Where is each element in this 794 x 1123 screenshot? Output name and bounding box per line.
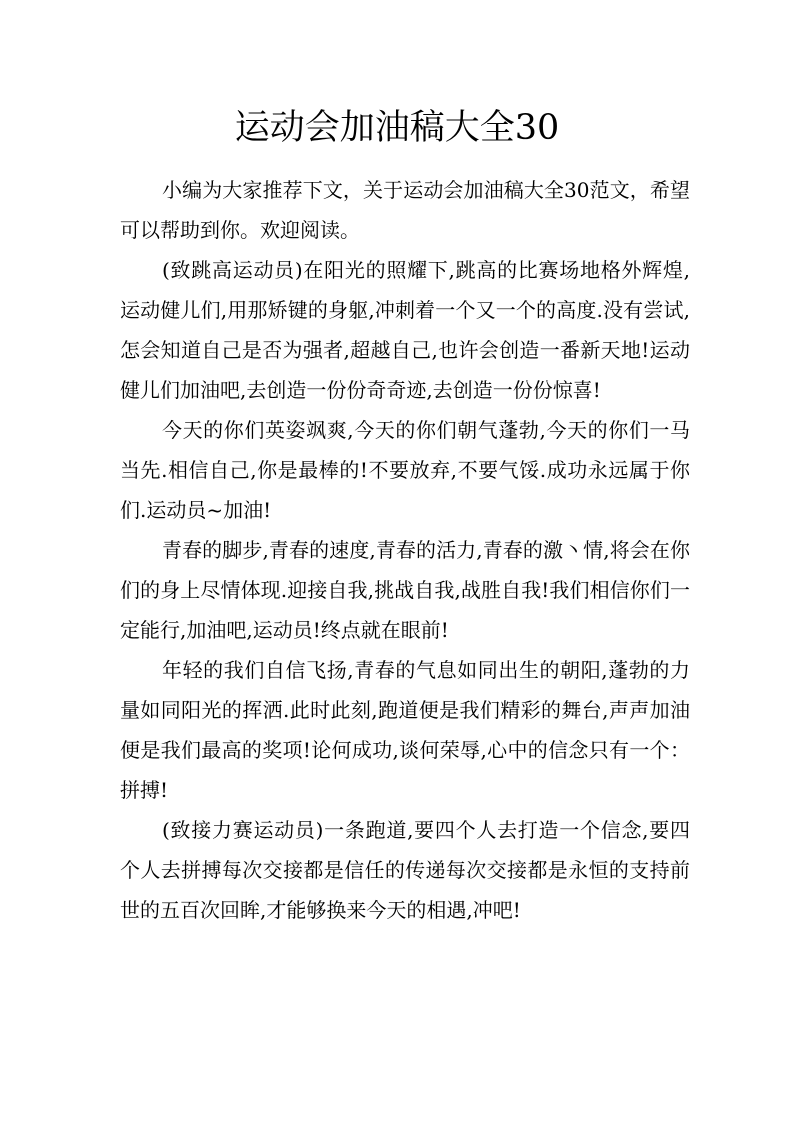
paragraph-confidence: 年轻的我们自信飞扬,青春的气息如同出生的朝阳,蓬勃的力量如同阳光的挥洒.此时此刻,跑道便是我们精彩的舞台,声声加油便是我们最高的奖项!论何成功,谈何荣辱,心中的信念只有一个：拼搏! — [120, 658, 690, 802]
document-title: 运动会加油稿大全30 — [234, 108, 560, 148]
document-body — [120, 170, 690, 930]
paragraph-high-jump: (致跳高运动员)在阳光的照耀下,跳高的比赛场地格外辉煌,运动健儿们,用那矫键的身躯,冲刺着一个又一个的高度.没有尝试,怎会知道自己是否为强者,超越自己,也许会创造一番新天地!运动健儿们加油吧,去创造一份份奇奇迹,去创造一份份惊喜! — [120, 258, 690, 402]
paragraph-relay: (致接力赛运动员)一条跑道,要四个人去打造一个信念,要四个人去拼搏每次交接都是信任的传递每次交接都是永恒的支持前世的五百次回眸,才能够换来今天的相遇,冲吧! — [120, 818, 690, 922]
paragraph-youth: 青春的脚步,青春的速度,青春的活力,青春的激丶情,将会在你们的身上尽情体现.迎接自我,挑战自我,战胜自我!我们相信你们一定能行,加油吧,运动员!终点就在眼前! — [120, 538, 690, 642]
paragraph-today: 今天的你们英姿飒爽,今天的你们朝气蓬勃,今天的你们一马当先.相信自己,你是最棒的!不要放弃,不要气馁.成功永远属于你们.运动员~加油! — [120, 418, 690, 522]
paragraph-intro: 小编为大家推荐下文，关于运动会加油稿大全30范文，希望可以帮助到你。欢迎阅读。 — [120, 178, 690, 242]
